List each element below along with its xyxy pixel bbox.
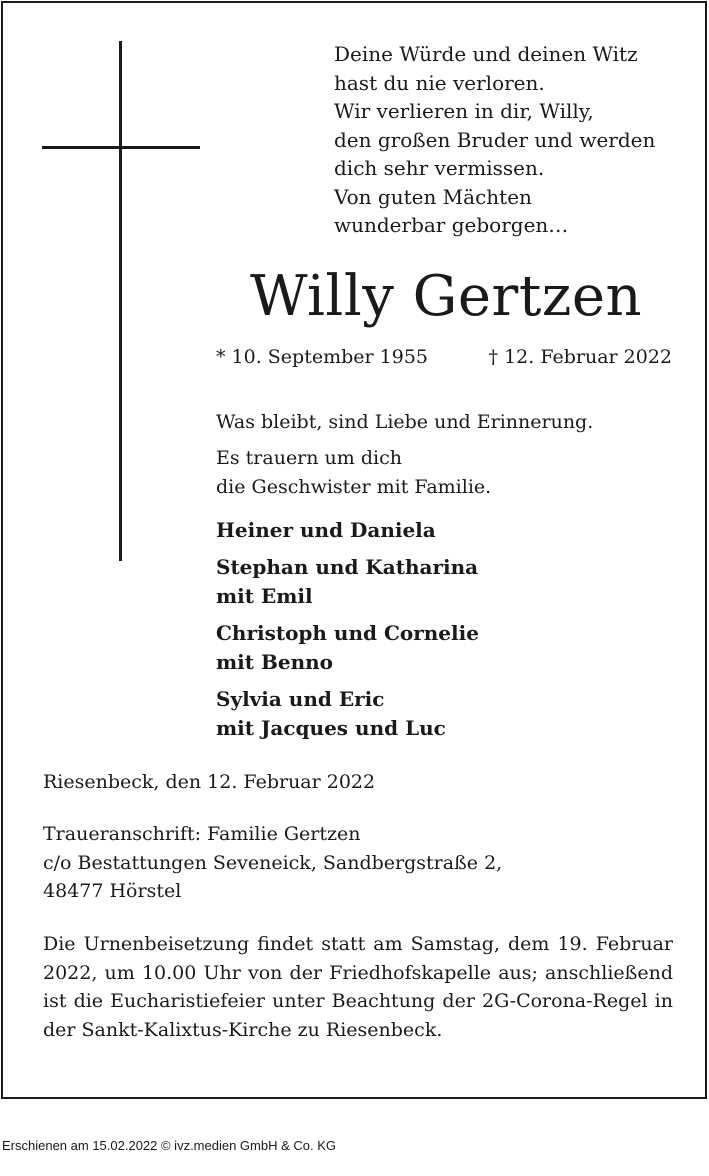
cross-vertical-bar <box>119 41 122 561</box>
death-date: † 12. Februar 2022 <box>488 346 672 368</box>
mourner-line: Sylvia und Eric <box>216 687 385 711</box>
address-line: c/o Bestattungen Seveneick, Sandbergstraße 2, <box>43 851 503 874</box>
mourners-list <box>216 516 479 751</box>
mourning-intro <box>216 444 491 501</box>
poem-line: Von guten Mächten <box>334 184 532 209</box>
birth-date: * 10. September 1955 <box>216 346 428 368</box>
poem-line: Deine Würde und deinen Witz <box>334 42 638 66</box>
deceased-name: Willy Gertzen <box>249 264 643 329</box>
mourning-intro-line: Es trauern um dich <box>216 447 402 469</box>
poem-line: hast du nie verloren. <box>334 70 545 95</box>
cross-horizontal-bar <box>42 146 200 149</box>
obituary-frame <box>1 1 707 1099</box>
mourner-group <box>216 516 479 545</box>
mourner-line: mit Emil <box>216 584 313 608</box>
mourner-line: Heiner und Daniela <box>216 518 436 542</box>
mourner-line: Stephan und Katharina <box>216 555 479 579</box>
mourning-intro-line: die Geschwister mit Familie. <box>216 475 492 498</box>
motto: Was bleibt, sind Liebe und Erinnerung. <box>216 411 594 433</box>
publication-footer: Erschienen am 15.02.2022 © ivz.medien GmbH & Co. KG <box>2 1138 337 1153</box>
poem-line: Wir verlieren in dir, Willy, <box>334 99 594 123</box>
mourner-group <box>216 553 479 611</box>
place-and-date: Riesenbeck, den 12. Februar 2022 <box>43 771 376 793</box>
funeral-details: Die Urnenbeisetzung findet statt am Samstag, dem 19. Februar 2022, um 10.00 Uhr von der Friedhofskapelle aus; anschließend ist die Eucharistiefeier unter Beachtung der 2G-Corona-Regel in der Sankt-Kalixtus-Kirche zu Riesenbeck. <box>43 933 673 1041</box>
mourner-group <box>216 619 479 677</box>
poem-line: den großen Bruder und werden <box>334 127 656 152</box>
mourner-group <box>216 685 479 743</box>
address-line: Traueranschrift: Familie Gertzen <box>43 823 361 845</box>
poem-line: wunderbar geborgen… <box>334 213 569 237</box>
mourner-line: mit Jacques und Luc <box>216 716 446 740</box>
address-line: 48477 Hörstel <box>43 880 182 902</box>
poem <box>334 40 684 240</box>
poem-line: dich sehr vermissen. <box>334 156 545 180</box>
mourning-address <box>43 820 502 906</box>
mourner-line: Christoph und Cornelie <box>216 621 479 645</box>
mourner-line: mit Benno <box>216 650 334 674</box>
